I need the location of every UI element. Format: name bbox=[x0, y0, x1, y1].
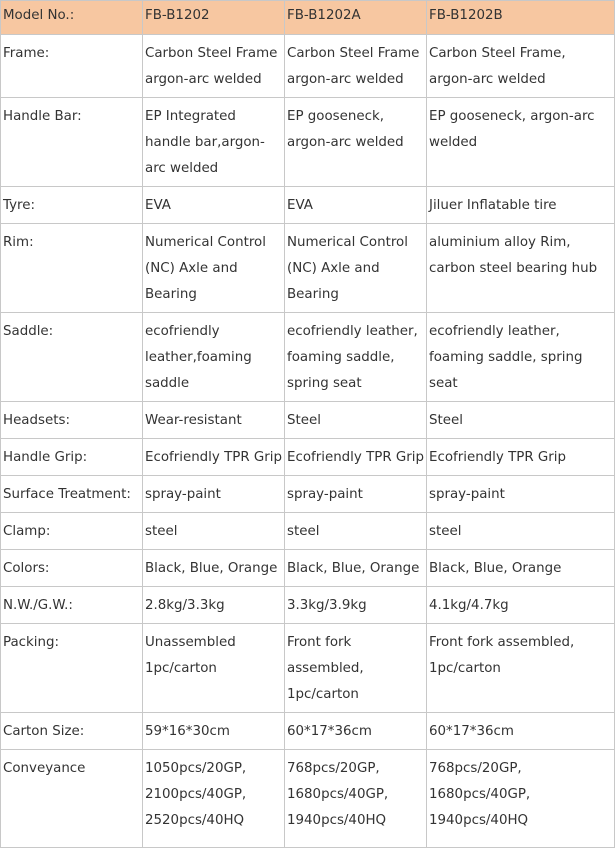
table-cell: Steel bbox=[285, 402, 427, 439]
header-row bbox=[1, 1, 615, 35]
table-cell: Steel bbox=[427, 402, 615, 439]
row-label: Headsets: bbox=[1, 402, 143, 439]
table-row bbox=[1, 35, 615, 98]
table-cell: 768pcs/20GP, 1680pcs/40GP, 1940pcs/40HQ bbox=[427, 750, 615, 848]
table-cell: ecofriendly leather, foaming saddle, spring seat bbox=[285, 313, 427, 402]
row-label: Handle Grip: bbox=[1, 439, 143, 476]
table-row bbox=[1, 98, 615, 187]
table-row bbox=[1, 750, 615, 848]
table-cell: aluminium alloy Rim, carbon steel bearing hub bbox=[427, 224, 615, 313]
row-label: Packing: bbox=[1, 624, 143, 713]
table-row bbox=[1, 439, 615, 476]
table-cell: steel bbox=[285, 513, 427, 550]
table-cell: Carbon Steel Frame argon-arc welded bbox=[143, 35, 285, 98]
row-label: Tyre: bbox=[1, 187, 143, 224]
table-cell: Front fork assembled, 1pc/carton bbox=[427, 624, 615, 713]
table-cell: Jiluer Inflatable tire bbox=[427, 187, 615, 224]
table-row bbox=[1, 624, 615, 713]
table-cell: Carbon Steel Frame argon-arc welded bbox=[285, 35, 427, 98]
header-cell-model-1: FB-B1202 bbox=[143, 1, 285, 35]
row-label: Colors: bbox=[1, 550, 143, 587]
table-cell: Black, Blue, Orange bbox=[143, 550, 285, 587]
header-cell-label: Model No.: bbox=[1, 1, 143, 35]
table-row bbox=[1, 713, 615, 750]
table-cell: 59*16*30cm bbox=[143, 713, 285, 750]
table-cell: ecofriendly leather, foaming saddle, spring seat bbox=[427, 313, 615, 402]
table-cell: EP gooseneck, argon-arc welded bbox=[285, 98, 427, 187]
table-cell: Ecofriendly TPR Grip bbox=[427, 439, 615, 476]
table-row bbox=[1, 313, 615, 402]
table-cell: 60*17*36cm bbox=[285, 713, 427, 750]
table-cell: 3.3kg/3.9kg bbox=[285, 587, 427, 624]
table-cell: Unassembled 1pc/carton bbox=[143, 624, 285, 713]
table-cell: EVA bbox=[143, 187, 285, 224]
table-cell: Numerical Control (NC) Axle and Bearing bbox=[143, 224, 285, 313]
table-cell: Numerical Control (NC) Axle and Bearing bbox=[285, 224, 427, 313]
table-cell: 4.1kg/4.7kg bbox=[427, 587, 615, 624]
table-cell: Ecofriendly TPR Grip bbox=[285, 439, 427, 476]
row-label: N.W./G.W.: bbox=[1, 587, 143, 624]
table-row bbox=[1, 587, 615, 624]
table-cell: 1050pcs/20GP, 2100pcs/40GP, 2520pcs/40HQ bbox=[143, 750, 285, 848]
table-cell: spray-paint bbox=[143, 476, 285, 513]
row-label: Rim: bbox=[1, 224, 143, 313]
table-row bbox=[1, 402, 615, 439]
row-label: Carton Size: bbox=[1, 713, 143, 750]
row-label: Frame: bbox=[1, 35, 143, 98]
table-row bbox=[1, 224, 615, 313]
header-cell-model-2: FB-B1202A bbox=[285, 1, 427, 35]
table-cell: EP gooseneck, argon-arc welded bbox=[427, 98, 615, 187]
table-cell: spray-paint bbox=[285, 476, 427, 513]
table-row bbox=[1, 187, 615, 224]
table-cell: 2.8kg/3.3kg bbox=[143, 587, 285, 624]
table-cell: EVA bbox=[285, 187, 427, 224]
table-cell: ecofriendly leather,foaming saddle bbox=[143, 313, 285, 402]
table-row bbox=[1, 513, 615, 550]
table-cell: Ecofriendly TPR Grip bbox=[143, 439, 285, 476]
row-label: Surface Treatment: bbox=[1, 476, 143, 513]
table-cell: Black, Blue, Orange bbox=[285, 550, 427, 587]
row-label: Clamp: bbox=[1, 513, 143, 550]
table-row bbox=[1, 476, 615, 513]
table-cell: steel bbox=[427, 513, 615, 550]
table-cell: 768pcs/20GP, 1680pcs/40GP, 1940pcs/40HQ bbox=[285, 750, 427, 848]
row-label: Conveyance bbox=[1, 750, 143, 848]
table-cell: Carbon Steel Frame, argon-arc welded bbox=[427, 35, 615, 98]
table-row bbox=[1, 550, 615, 587]
header-cell-model-3: FB-B1202B bbox=[427, 1, 615, 35]
table-cell: Front fork assembled, 1pc/carton bbox=[285, 624, 427, 713]
table-cell: spray-paint bbox=[427, 476, 615, 513]
table-cell: EP Integrated handle bar,argon-arc welded bbox=[143, 98, 285, 187]
table-cell: Black, Blue, Orange bbox=[427, 550, 615, 587]
table-cell: 60*17*36cm bbox=[427, 713, 615, 750]
row-label: Handle Bar: bbox=[1, 98, 143, 187]
table-cell: steel bbox=[143, 513, 285, 550]
row-label: Saddle: bbox=[1, 313, 143, 402]
table-cell: Wear-resistant bbox=[143, 402, 285, 439]
